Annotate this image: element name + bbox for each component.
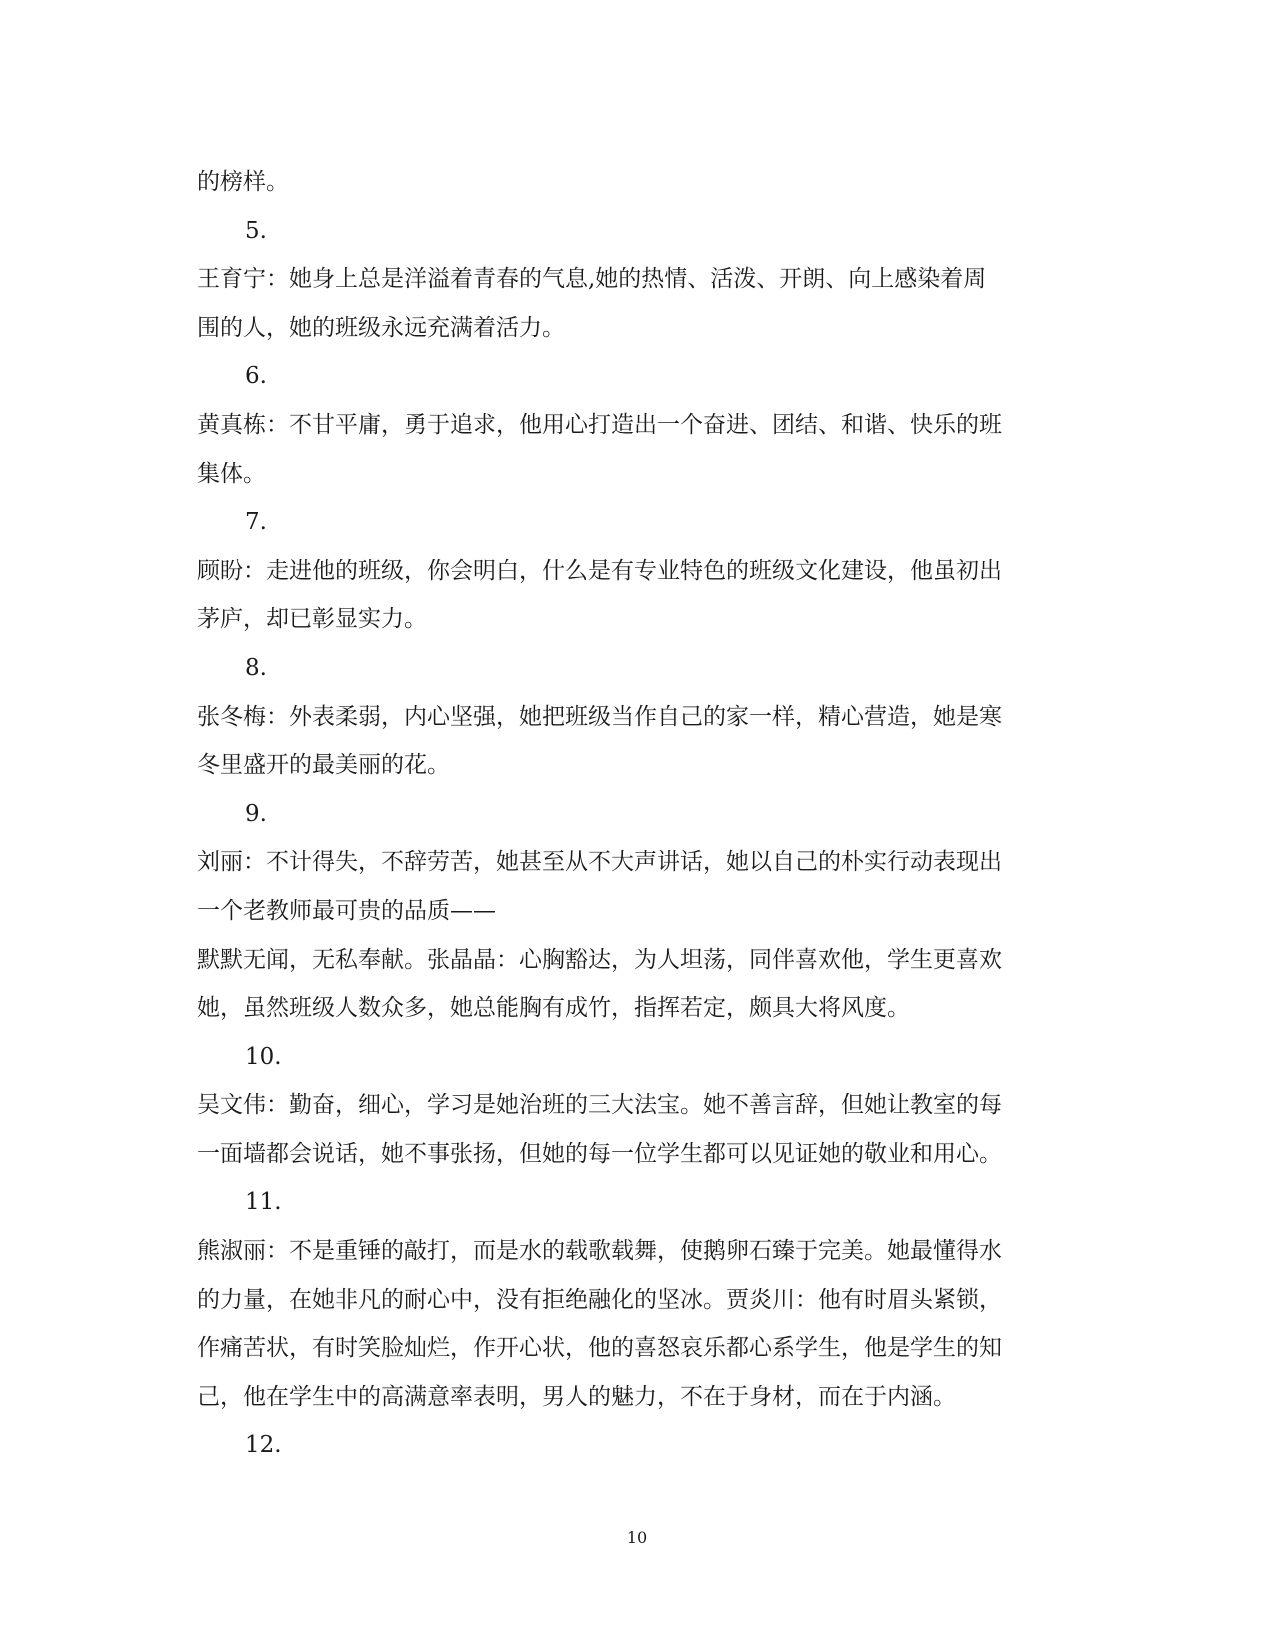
text-line: 一个老教师最可贵的品质—— — [197, 897, 496, 924]
item-number: 10. — [245, 1043, 282, 1070]
text-line: 的力量，在她非凡的耐心中，没有拒绝融化的坚冰。贾炎川：他有时眉头紧锁， — [197, 1286, 1002, 1313]
item-number: 12. — [245, 1432, 282, 1459]
text-line: 己，他在学生中的高满意率表明，男人的魅力，不在于身材，而在于内涵。 — [197, 1383, 956, 1410]
text-line: 围的人，她的班级永远充满着活力。 — [197, 314, 565, 341]
item-number: 5. — [245, 217, 267, 244]
body-text — [197, 158, 1077, 1470]
text-line: 熊淑丽：不是重锤的敲打，而是水的载歌载舞，使鹅卵石臻于完美。她最懂得水 — [197, 1238, 1002, 1265]
text-line: 作痛苦状，有时笑脸灿烂，作开心状，他的喜怒哀乐都心系学生，他是学生的知 — [197, 1335, 1002, 1362]
text-line: 黄真栋：不甘平庸，勇于追求，他用心打造出一个奋进、团结、和谐、快乐的班 — [197, 411, 1002, 438]
text-line: 茅庐，却已彰显实力。 — [197, 606, 427, 633]
item-number: 9. — [245, 800, 267, 827]
item-number: 7. — [245, 509, 267, 536]
item-number: 8. — [245, 654, 267, 681]
text-line: 冬里盛开的最美丽的花。 — [197, 752, 450, 779]
text-line: 王育宁：她身上总是洋溢着青春的气息,她的热情、活泼、开朗、向上感染着周 — [197, 266, 987, 293]
item-number: 6. — [245, 363, 267, 390]
text-line: 顾盼：走进他的班级，你会明白，什么是有专业特色的班级文化建设，他虽初出 — [197, 557, 1002, 584]
text-line: 集体。 — [197, 460, 266, 487]
text-line: 默默无闻，无私奉献。张晶晶：心胸豁达，为人坦荡，同伴喜欢他，学生更喜欢 — [197, 946, 1002, 973]
text-line: 她，虽然班级人数众多，她总能胸有成竹，指挥若定，颇具大将风度。 — [197, 995, 910, 1022]
item-number: 11. — [245, 1189, 282, 1216]
text-line: 刘丽：不计得失，不辞劳苦，她甚至从不大声讲话，她以自己的朴实行动表现出 — [197, 849, 1002, 876]
text-line: 一面墙都会说话，她不事张扬，但她的每一位学生都可以见证她的敬业和用心。 — [197, 1140, 1002, 1167]
text-line: 张冬梅：外表柔弱，内心坚强，她把班级当作自己的家一样，精心营造，她是寒 — [197, 703, 1002, 730]
text-line: 的榜样。 — [197, 169, 289, 195]
page-number: 10 — [626, 1528, 648, 1547]
text-line: 吴文伟：勤奋，细心，学习是她治班的三大法宝。她不善言辞，但她让教室的每 — [197, 1092, 1002, 1119]
